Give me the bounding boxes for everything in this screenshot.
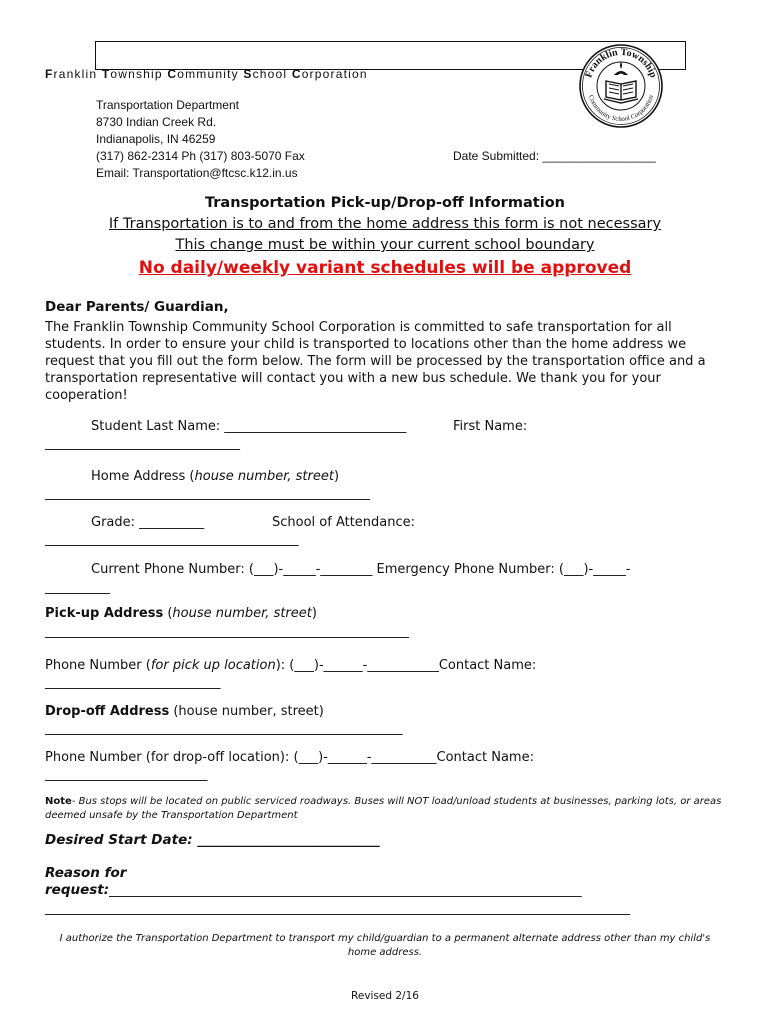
pickup-hint: house number, street bbox=[172, 606, 312, 621]
email-address: Email: Transportation@ftcsc.k12.in.us bbox=[96, 166, 298, 180]
warning-no-variant-schedules: No daily/weekly variant schedules will be approved bbox=[138, 258, 632, 278]
dropoff-phone-field[interactable]: Phone Number (for drop-off location): (___)-______-__________Contact Name: bbox=[45, 750, 534, 765]
corp-word: ommunity bbox=[177, 67, 244, 81]
first-name-field[interactable]: ______________________________ bbox=[45, 436, 240, 451]
home-address-hint: house number, street bbox=[194, 469, 334, 484]
header-frame-end bbox=[665, 41, 686, 70]
school-seal-icon bbox=[578, 43, 664, 129]
corp-word: chool bbox=[252, 67, 292, 81]
pickup-contact-name-field[interactable]: ___________________________ bbox=[45, 675, 221, 690]
seal-top-text: Franklin Township bbox=[583, 46, 659, 80]
phone-fax: (317) 862-2314 Ph (317) 803-5070 Fax bbox=[96, 149, 305, 163]
corp-initial: S bbox=[243, 67, 253, 81]
salutation: Dear Parents/ Guardian, bbox=[45, 299, 229, 315]
corp-initial: F bbox=[45, 67, 54, 81]
school-of-attendance-field[interactable]: _______________________________________ bbox=[45, 532, 299, 547]
reason-continuation-line[interactable]: __________________________________________________________________________________________ bbox=[45, 901, 630, 916]
first-name-label: First Name: bbox=[453, 419, 528, 434]
department-name: Transportation Department bbox=[96, 98, 239, 112]
authorization-statement: I authorize the Transportation Department to transport my child/guardian to a permanent alternate address other than my child's home address. bbox=[59, 933, 711, 958]
home-address-label: Home Address (house number, street) bbox=[91, 469, 340, 484]
reason-for-request-field[interactable]: request:______________________________________________________________________ bbox=[45, 882, 582, 898]
note-label: Note bbox=[45, 796, 72, 807]
revision-date: Revised 2/16 bbox=[351, 990, 419, 1002]
desired-start-date-field[interactable]: Desired Start Date: ___________________________ bbox=[45, 832, 380, 848]
corp-initial: T bbox=[101, 67, 111, 81]
student-last-name-field[interactable]: Student Last Name: ____________________________ bbox=[91, 419, 407, 434]
corporation-name bbox=[45, 67, 368, 81]
form-title: Transportation Pick-up/Drop-off Information bbox=[204, 195, 565, 211]
bus-stop-note: Note- Bus stops will be located on public serviced roadways. Buses will NOT load/unload students at businesses, parking lots, or areas deemed unsafe by the Transportation Department bbox=[45, 796, 722, 821]
phone-numbers-field[interactable]: Current Phone Number: (___)-_____-________ Emergency Phone Number: (___)-_____- bbox=[91, 562, 631, 577]
corp-initial: C bbox=[167, 67, 178, 81]
dropoff-address-label: Drop-off Address (house number, street) bbox=[45, 704, 324, 719]
subtitle-not-necessary: If Transportation is to and from the home address this form is not necessary bbox=[108, 216, 662, 232]
pickup-phone-field[interactable]: Phone Number (for pick up location): (___)-______-___________Contact Name: bbox=[45, 658, 537, 673]
corp-word: orporation bbox=[301, 67, 368, 81]
corp-word: ownship bbox=[110, 67, 168, 81]
corp-initial: C bbox=[291, 67, 302, 81]
date-submitted-field[interactable]: Date Submitted: _________________ bbox=[453, 149, 656, 163]
subtitle-boundary: This change must be within your current school boundary bbox=[175, 237, 595, 253]
dropoff-contact-name-field[interactable]: _________________________ bbox=[45, 767, 208, 782]
corp-word: ranklin bbox=[53, 67, 102, 81]
reason-label: Reason for bbox=[45, 865, 127, 881]
pickup-phone-hint: for pick up location bbox=[150, 658, 276, 673]
letter-body: The Franklin Township Community School Corporation is committed to safe transportation for all students. In order to ensure your child is transported to locations other than the home address we request that you fill out the form below. The form will be processed by the transportation office and a transportation representative will contact you with a new bus schedule. We thank you for your cooperation! bbox=[45, 320, 706, 403]
emergency-phone-continued[interactable]: __________ bbox=[45, 580, 110, 595]
dropoff-address-field[interactable]: _______________________________________________________ bbox=[45, 721, 403, 736]
pickup-label-bold: Pick-up Address bbox=[45, 606, 164, 621]
school-of-attendance-label: School of Attendance: bbox=[272, 515, 416, 530]
department-address bbox=[96, 97, 305, 182]
pickup-address-field[interactable]: ________________________________________________________ bbox=[45, 624, 409, 639]
grade-field[interactable]: Grade: __________ bbox=[91, 515, 205, 530]
pickup-address-label: Pick-up Address (house number, street) bbox=[45, 606, 317, 621]
home-address-field[interactable]: __________________________________________________ bbox=[45, 486, 370, 501]
dropoff-label-bold: Drop-off Address bbox=[45, 704, 170, 719]
seal-bottom-text: Community School Corporation bbox=[586, 94, 656, 124]
city-state-zip: Indianapolis, IN 46259 bbox=[96, 132, 216, 146]
street-address: 8730 Indian Creek Rd. bbox=[96, 115, 217, 129]
